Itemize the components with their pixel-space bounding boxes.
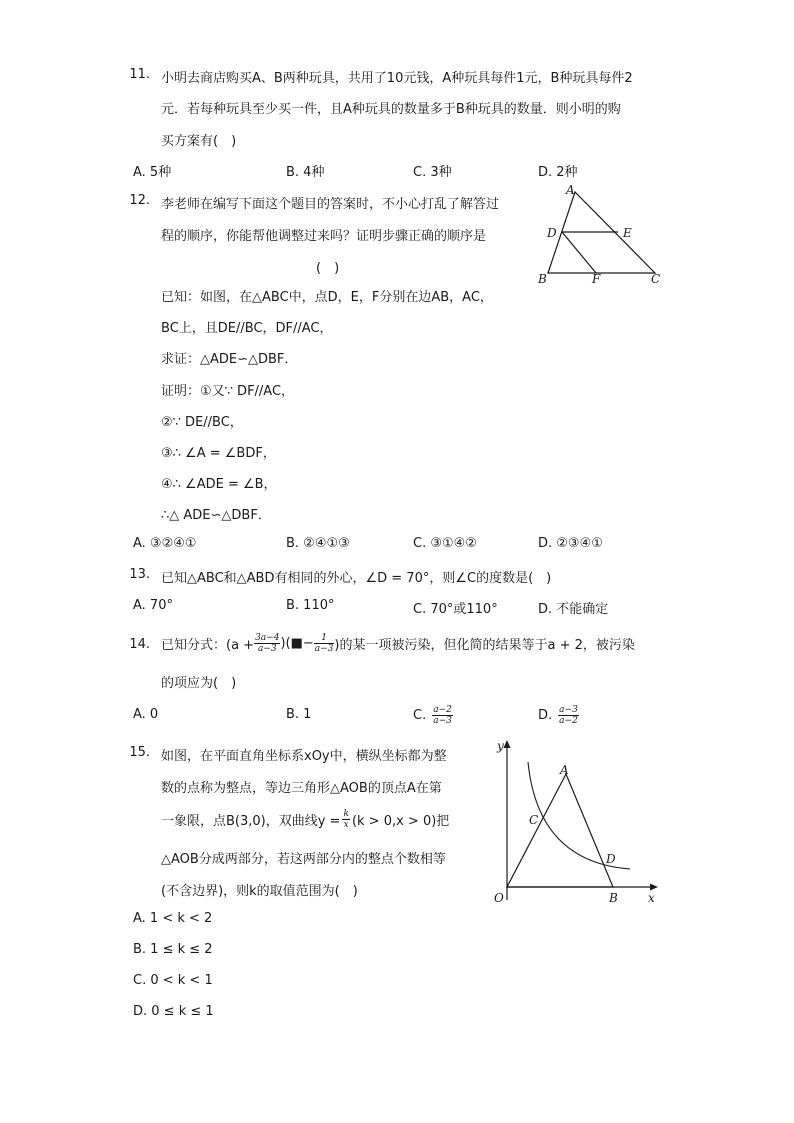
q14-post: )的某一项被污染，但化简的结果等于a + 2，被污染 (334, 637, 635, 653)
label-f: F (592, 272, 601, 286)
triangle-aob (507, 774, 613, 887)
q14-fraction1: $\frac{3a-4}{a-3}$ (255, 632, 280, 654)
q14-mid: )(■− (280, 635, 314, 651)
label-a: A (566, 183, 575, 197)
q14-option-a[interactable]: A. 0 (133, 707, 159, 722)
q12-given2: BC上，且DE//BC，DF//AC， (161, 321, 333, 336)
q11-line3: 买方案有( ) (161, 134, 237, 149)
label-d: D (547, 226, 557, 240)
label-e: E (623, 226, 632, 240)
label-c: C (529, 813, 539, 827)
segment-df (562, 232, 596, 273)
q11-option-a[interactable]: A. 5种 (133, 165, 172, 180)
q11-line1: 小明去商店购买A、B两种玩具，共用了10元钱，A种玩具每件1元，B种玩具每件2 (161, 71, 633, 86)
q12-option-c[interactable]: C. ③①④② (413, 536, 477, 551)
q15-option-b[interactable]: B. 1 ≤ k ≤ 2 (133, 942, 213, 957)
q11-option-b[interactable]: B. 4种 (286, 165, 325, 180)
q15-line3: 一象限，点B(3,0)，双曲线y = $\frac{k}{x}$ (k > 0,x > 0)把 (161, 808, 450, 830)
q12-number: 12. (129, 193, 150, 208)
q12-step1: 证明：①又∵ DF//AC， (161, 384, 295, 399)
q13-line1: 已知△ABC和△ABD有相同的外心，∠D = 70°，则∠C的度数是( ) (161, 571, 552, 586)
q14-line1 (161, 628, 635, 658)
label-b: B (538, 272, 547, 286)
q15-number: 15. (129, 745, 150, 760)
x-axis-arrow-icon (650, 884, 658, 891)
q11-option-c[interactable]: C. 3种 (413, 165, 452, 180)
q15-line5: (不含边界)，则k的取值范围为( ) (161, 884, 358, 899)
q15-option-a[interactable]: A. 1 < k < 2 (133, 911, 213, 926)
q12-line1: 李老师在编写下面这个题目的答案时，不小心打乱了解答过 (161, 197, 500, 212)
q15-coordinate-figure (480, 732, 670, 910)
label-o: O (494, 891, 504, 905)
label-x: x (648, 891, 655, 905)
q11-line2: 元．若每种玩具至少买一件，且A种玩具的数量多于B种玩具的数量．则小明的购 (161, 102, 621, 117)
label-b: B (609, 891, 618, 905)
q12-line2: 程的顺序，你能帮他调整过来吗？证明步骤正确的顺序是 (161, 229, 487, 244)
q12-option-a[interactable]: A. ③②④① (133, 536, 197, 551)
q11-number: 11. (129, 67, 150, 82)
q12-triangle-figure (530, 180, 670, 290)
q13-option-c[interactable]: C. 70°或110° (413, 602, 498, 617)
q11-option-d[interactable]: D. 2种 (538, 165, 578, 180)
q14-option-d[interactable]: D. $\frac{a-3}{a-2}$ (538, 704, 578, 726)
q12-option-b[interactable]: B. ②④①③ (286, 536, 350, 551)
q12-option-d[interactable]: D. ②③④① (538, 536, 603, 551)
q14-number: 14. (129, 637, 150, 652)
q12-step2: ②∵ DE//BC， (161, 415, 243, 430)
q12-step3: ③∴ ∠A = ∠BDF， (161, 446, 276, 461)
q13-option-d[interactable]: D. 不能确定 (538, 602, 609, 617)
label-a: A (560, 763, 569, 777)
q12-given1: 已知：如图，在△ABC中，点D，E，F分别在边AB，AC， (161, 290, 493, 305)
q14-option-c[interactable]: C. $\frac{a-2}{a-3}$ (413, 704, 452, 726)
label-d: D (606, 852, 616, 866)
q13-option-b[interactable]: B. 110° (286, 598, 335, 613)
q14-option-b[interactable]: B. 1 (286, 707, 312, 722)
q15-option-d[interactable]: D. 0 ≤ k ≤ 1 (133, 1004, 214, 1019)
q12-line3: ( ) (316, 261, 340, 276)
q15-line2: 数的点称为整点，等边三角形△AOB的顶点A在第 (161, 781, 442, 796)
q12-prove: 求证：△ADE∽△DBF． (161, 352, 298, 367)
q13-number: 13. (129, 567, 150, 582)
q14-fraction2: $\frac{1}{a-3}$ (314, 632, 334, 654)
q15-line1: 如图，在平面直角坐标系xOy中，横纵坐标都为整 (161, 749, 447, 764)
q15-option-c[interactable]: C. 0 < k < 1 (133, 973, 213, 988)
q14-pre: 已知分式：(a + (161, 637, 255, 653)
q13-option-a[interactable]: A. 70° (133, 598, 173, 613)
label-y: y (497, 739, 504, 753)
y-axis-arrow-icon (504, 740, 511, 748)
q12-conclusion: ∴△ ADE∽△DBF． (161, 508, 271, 523)
label-c: C (651, 272, 661, 286)
q15-line4: △AOB分成两部分，若这两部分内的整点个数相等 (161, 852, 446, 867)
q12-step4: ④∴ ∠ADE = ∠B， (161, 477, 277, 492)
q14-line2: 的项应为( ) (161, 676, 237, 691)
